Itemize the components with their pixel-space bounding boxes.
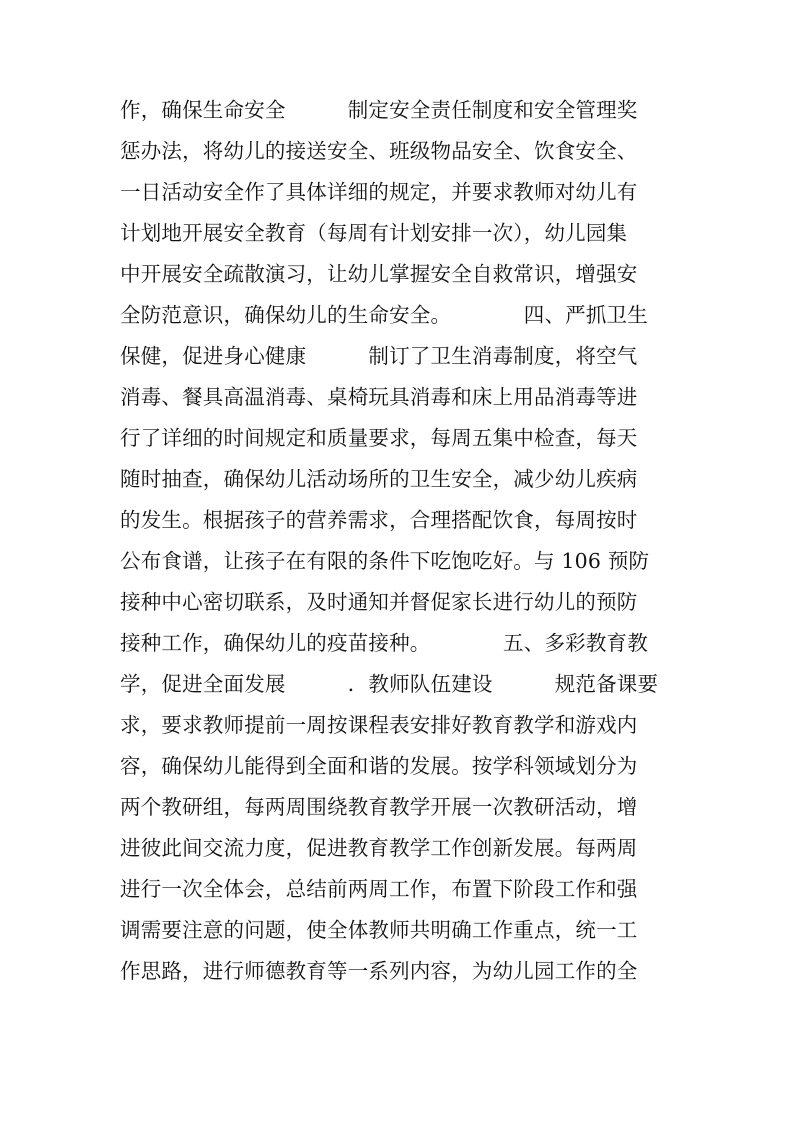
text-line: 进彼此间交流力度，促进教育教学工作创新发展。每两周	[120, 836, 638, 860]
text-line: 两个教研组，每两周围绕教育教学开展一次教研活动，增	[120, 795, 638, 819]
text-line: 作思路，进行师德教育等一系列内容，为幼儿园工作的全	[120, 959, 638, 983]
text-line: 求，要求教师提前一周按课程表安排好教育教学和游戏内	[120, 713, 638, 737]
text-line: 中开展安全疏散演习，让幼儿掌握安全自救常识，增强安	[120, 262, 638, 286]
text-line: 的发生。根据孩子的营养需求，合理搭配饮食，每周按时	[120, 508, 638, 532]
text-line: 容，确保幼儿能得到全面和谐的发展。按学科领域划分为	[120, 754, 638, 778]
text-line: 接种工作，确保幼儿的疫苗接种。 五、多彩教育教	[120, 631, 648, 655]
text-line: 随时抽查，确保幼儿活动场所的卫生安全，减少幼儿疾病	[120, 467, 638, 491]
text-line: 调需要注意的问题，使全体教师共明确工作重点，统一工	[120, 918, 638, 942]
text-line: 惩办法，将幼儿的接送安全、班级物品安全、饮食安全、	[120, 139, 638, 163]
text-line: 行了详细的时间规定和质量要求，每周五集中检查，每天	[120, 426, 638, 450]
text-line: 接种中心密切联系，及时通知并督促家长进行幼儿的预防	[120, 590, 638, 614]
text-line: 全防范意识，确保幼儿的生命安全。 四、严抓卫生	[120, 303, 648, 327]
text-line: 一日活动安全作了具体详细的规定，并要求教师对幼儿有	[120, 180, 638, 204]
text-line: 作，确保生命安全 制定安全责任制度和安全管理奖	[120, 98, 638, 122]
body-text	[120, 90, 680, 992]
text-line: 学，促进全面发展 ．教师队伍建设 规范备课要	[120, 672, 659, 696]
text-line: 进行一次全体会，总结前两周工作，布置下阶段工作和强	[120, 877, 638, 901]
text-line: 消毒、餐具高温消毒、桌椅玩具消毒和床上用品消毒等进	[120, 385, 638, 409]
text-line: 计划地开展安全教育（每周有计划安排一次），幼儿园集	[120, 221, 628, 245]
text-line: 公布食谱，让孩子在有限的条件下吃饱吃好。与 106 预防	[120, 549, 650, 573]
text-line: 保健，促进身心健康 制订了卫生消毒制度，将空气	[120, 344, 638, 368]
